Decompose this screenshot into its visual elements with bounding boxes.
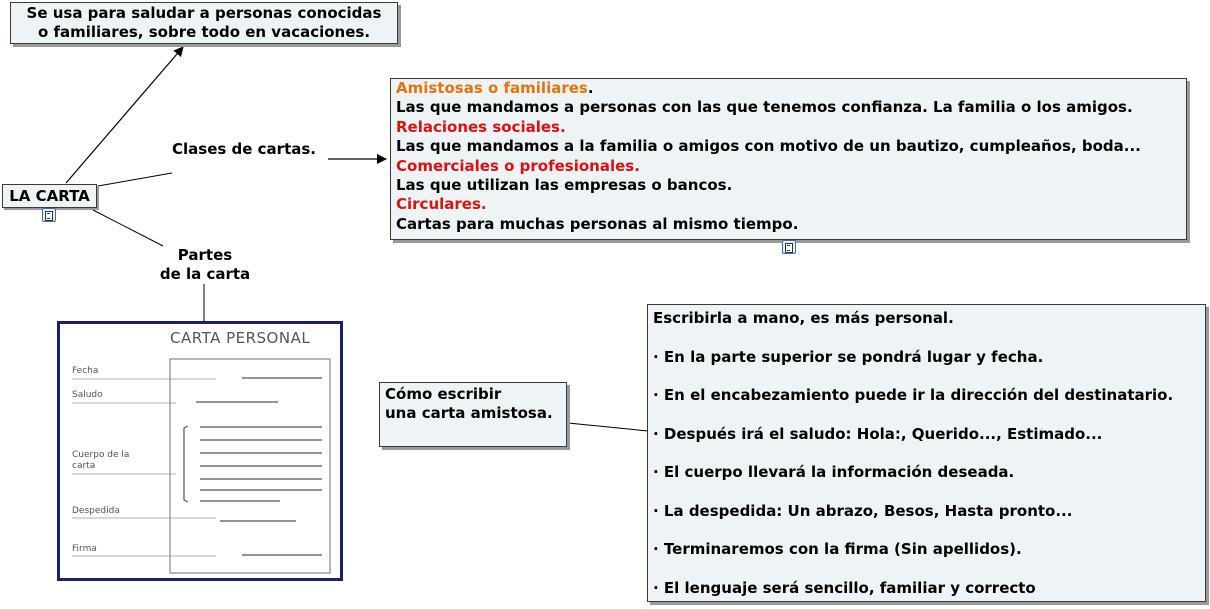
class-title-1: Relaciones sociales. (396, 117, 566, 136)
class-title-0: Amistosas o familiares. (396, 79, 594, 97)
link-root-to-parts (93, 210, 163, 246)
parts-label-line-2: de la carta (159, 265, 251, 283)
class-desc-2: Las que utilizan las empresas o bancos. (396, 176, 733, 195)
letter-label-firma: Firma (72, 544, 97, 554)
tip-1: · En la parte superior se pondrá lugar y fecha. (653, 347, 1044, 366)
top-note (10, 2, 398, 44)
tip-2: · En el encabezamiento puede ir la dirección del destinatario. (653, 386, 1174, 404)
root-node[interactable] (2, 184, 97, 208)
tip-6: · Terminaremos con la firma (Sin apellidos). (653, 540, 1022, 558)
link-root-to-classes (98, 173, 172, 186)
parts-label (150, 246, 260, 284)
tip-7: · El lenguaje será sencillo, familiar y correcto (653, 578, 1036, 597)
class-title-text: Amistosas o familiares (396, 79, 588, 97)
tip-4: · El cuerpo llevará la información deseada. (653, 463, 1015, 481)
notes-icon[interactable] (42, 208, 56, 222)
letter-sketch (60, 324, 340, 578)
class-title-3: Circulares. (396, 195, 487, 214)
letter-label-saludo: Saludo (72, 390, 103, 400)
letter-label-fecha: Fecha (72, 366, 99, 376)
howto-line-2: una carta amistosa. (385, 404, 553, 422)
link-howto-to-tips (568, 423, 648, 431)
letter-label-cuerpo: Cuerpo de la carta (72, 450, 130, 471)
letter-title: CARTA PERSONAL (170, 329, 311, 347)
classes-box (390, 78, 1187, 240)
link-root-to-note (66, 47, 183, 183)
root-label: LA CARTA (9, 187, 90, 205)
class-title-2: Comerciales o profesionales. (396, 156, 640, 175)
class-desc-1: Las que mandamos a la familia o amigos con motivo de un bautizo, cumpleaños, boda... (396, 137, 1141, 156)
tip-3: · Después irá el saludo: Hola:, Querido..., Estimado... (653, 424, 1103, 443)
tip-5: · La despedida: Un abrazo, Besos, Hasta pronto... (653, 501, 1073, 520)
tips-box (647, 304, 1206, 602)
top-note-line-2: o familiares, sobre todo en vacaciones. (37, 23, 371, 41)
howto-line-1: Cómo escribir (385, 385, 502, 403)
letter-label-despedida: Despedida (72, 506, 120, 516)
top-note-line-1: Se usa para saludar a personas conocidas (26, 4, 382, 22)
class-desc-0: Las que mandamos a personas con las que tenemos confianza. La familia o los amigos. (396, 98, 1133, 117)
notes-icon[interactable] (782, 240, 796, 254)
class-desc-3: Cartas para muchas personas al mismo tiempo. (396, 214, 799, 233)
classes-label: Clases de cartas. (172, 140, 316, 158)
howto-node[interactable] (379, 382, 567, 447)
parts-label-line-1: Partes (177, 246, 233, 264)
letter-diagram-image (57, 321, 343, 581)
tip-0: Escribirla a mano, es más personal. (653, 309, 954, 327)
